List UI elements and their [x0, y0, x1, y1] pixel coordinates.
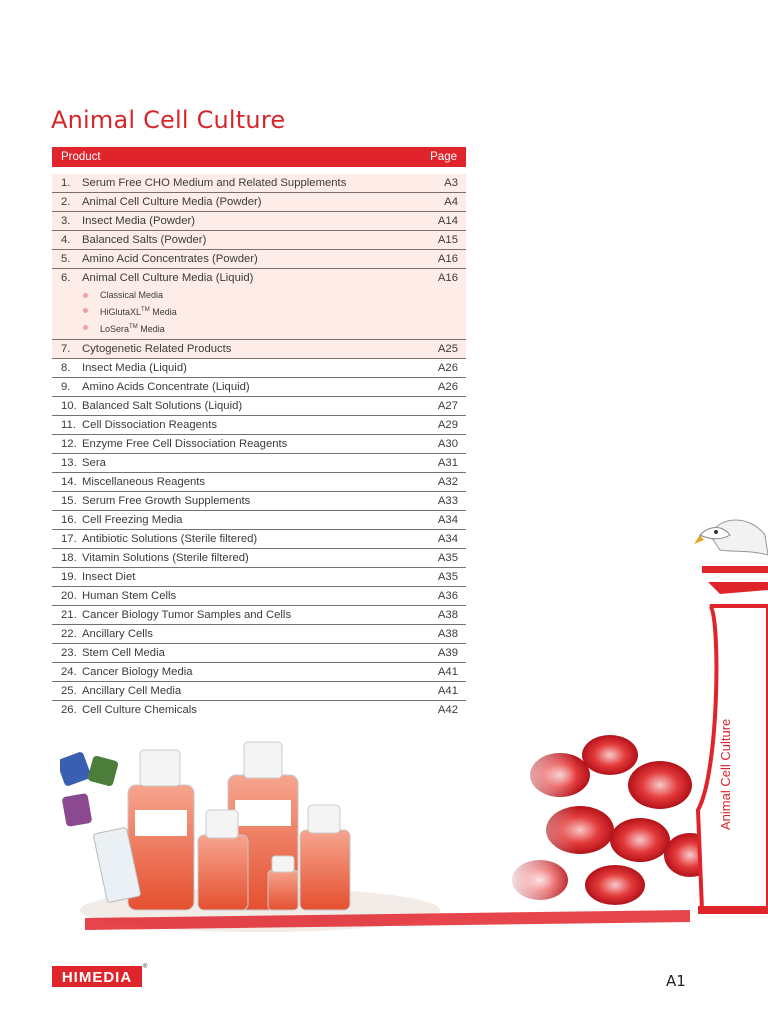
svg-text:HIMEDIA: HIMEDIA [61, 969, 133, 986]
table-body [52, 174, 466, 719]
table-row [52, 269, 466, 340]
row-number: 16. [61, 514, 77, 526]
row-number: 8. [61, 362, 71, 374]
row-number: 21. [61, 609, 77, 621]
row-page: A36 [437, 590, 458, 602]
row-page: A31 [437, 457, 458, 469]
row-label: Balanced Salt Solutions (Liquid) [82, 400, 243, 412]
row-page: A15 [437, 234, 458, 246]
table-row [52, 492, 466, 511]
row-product [61, 253, 438, 266]
row-page: A32 [437, 476, 458, 488]
table-row [52, 340, 466, 359]
row-page: A16 [437, 272, 458, 284]
row-label: Insect Media (Liquid) [82, 362, 187, 374]
table-row [52, 625, 466, 644]
row-product [61, 685, 438, 698]
row-page: A34 [437, 514, 458, 526]
row-page: A30 [437, 438, 458, 450]
row-label: Balanced Salts (Powder) [82, 234, 207, 246]
row-number: 4. [61, 234, 71, 246]
row-label: Stem Cell Media [82, 647, 165, 659]
row-product [61, 647, 438, 660]
table-row [52, 549, 466, 568]
table-row [52, 193, 466, 212]
row-number: 9. [61, 381, 71, 393]
row-product [61, 457, 438, 470]
row-product [61, 514, 438, 527]
row-page: A4 [444, 196, 458, 208]
table-header [52, 147, 466, 167]
row-page: A35 [437, 571, 458, 583]
row-number: 6. [61, 272, 71, 284]
table-row [52, 473, 466, 492]
row-number: 11. [61, 419, 76, 431]
row-page: A35 [437, 552, 458, 564]
row-label: Animal Cell Culture Media (Powder) [82, 196, 262, 208]
table-row [52, 587, 466, 606]
row-label: Amino Acids Concentrate (Liquid) [82, 381, 250, 393]
row-label: Cell Freezing Media [82, 514, 183, 526]
row-label: Insect Media (Powder) [82, 215, 196, 227]
row-number: 7. [61, 343, 71, 355]
row-product [61, 419, 438, 432]
table-row [52, 250, 466, 269]
row-product [61, 571, 438, 584]
sub-item-list [82, 288, 438, 337]
table-row [52, 530, 466, 549]
himedia-logo-mark [52, 962, 152, 992]
row-page: A38 [437, 628, 458, 640]
row-page: A3 [444, 177, 458, 189]
row-label: Ancillary Cells [82, 628, 153, 640]
sub-item: LoSera™ Media [82, 320, 438, 337]
row-product [61, 628, 438, 641]
row-number: 3. [61, 215, 71, 227]
row-label: Sera [82, 457, 106, 469]
row-label: Insect Diet [82, 571, 136, 583]
row-label: Cancer Biology Tumor Samples and Cells [82, 609, 292, 621]
row-label: Ancillary Cell Media [82, 685, 182, 697]
eagle-mascot-icon [694, 520, 768, 555]
row-page: A38 [437, 609, 458, 621]
header-product: Product [61, 151, 101, 163]
table-row [52, 701, 466, 719]
table-row [52, 416, 466, 435]
row-product [61, 438, 438, 451]
sub-item: HiGlutaXL™ Media [82, 303, 438, 320]
row-number: 20. [61, 590, 77, 602]
product-table [52, 147, 466, 719]
table-row [52, 212, 466, 231]
row-product [61, 666, 438, 679]
row-label: Enzyme Free Cell Dissociation Reagents [82, 438, 288, 450]
lab-bottles-illustration [60, 730, 450, 935]
table-row [52, 378, 466, 397]
page-title: Animal Cell Culture [51, 106, 286, 134]
table-row [52, 174, 466, 193]
table-row [52, 682, 466, 701]
svg-text:®: ® [143, 964, 148, 970]
red-blood-cells-illustration [500, 715, 720, 920]
row-page: A25 [437, 343, 458, 355]
row-page: A16 [437, 253, 458, 265]
row-product [61, 476, 438, 489]
table-row [52, 454, 466, 473]
table-row [52, 663, 466, 682]
row-page: A33 [437, 495, 458, 507]
cell-images-icon [60, 751, 119, 827]
row-label: Animal Cell Culture Media (Liquid) [82, 272, 254, 284]
table-row [52, 606, 466, 625]
row-number: 13. [61, 457, 77, 469]
row-page: A41 [437, 685, 458, 697]
row-product [61, 552, 438, 565]
row-label: Cytogenetic Related Products [82, 343, 232, 355]
table-row [52, 359, 466, 378]
row-product [61, 590, 438, 603]
row-number: 19. [61, 571, 77, 583]
table-row [52, 644, 466, 663]
row-label: Vitamin Solutions (Sterile filtered) [82, 552, 249, 564]
row-number: 23. [61, 647, 77, 659]
page-number: A1 [666, 972, 686, 990]
row-number: 24. [61, 666, 77, 678]
himedia-logo [52, 962, 152, 997]
row-product [61, 362, 438, 375]
table-row [52, 231, 466, 250]
row-number: 17. [61, 533, 77, 545]
table-row [52, 568, 466, 587]
row-product [61, 234, 438, 247]
row-label: Serum Free CHO Medium and Related Supplements [82, 177, 347, 189]
row-number: 10. [61, 400, 77, 412]
row-number: 26. [61, 704, 77, 716]
row-label: Antibiotic Solutions (Sterile filtered) [82, 533, 258, 545]
row-page: A39 [437, 647, 458, 659]
row-label: Amino Acid Concentrates (Powder) [82, 253, 258, 265]
row-page: A27 [437, 400, 458, 412]
row-page: A34 [437, 533, 458, 545]
row-number: 1. [61, 177, 71, 189]
row-page: A26 [437, 381, 458, 393]
row-number: 5. [61, 253, 71, 265]
row-product [61, 381, 438, 394]
row-product [61, 400, 438, 413]
row-label: Miscellaneous Reagents [82, 476, 206, 488]
row-product [61, 495, 438, 508]
sub-item: Classical Media [82, 288, 438, 303]
row-number: 18. [61, 552, 77, 564]
row-label: Cell Culture Chemicals [82, 704, 197, 716]
row-number: 15. [61, 495, 77, 507]
row-product [61, 177, 444, 190]
row-page: A42 [437, 704, 458, 716]
header-page: Page [430, 151, 457, 163]
table-row [52, 511, 466, 530]
row-label: Human Stem Cells [82, 590, 177, 602]
side-panel [690, 510, 768, 920]
table-row [52, 397, 466, 416]
row-label: Serum Free Growth Supplements [82, 495, 251, 507]
row-page: A14 [437, 215, 458, 227]
footer-band [85, 910, 690, 932]
table-row [52, 435, 466, 454]
side-section-label [718, 810, 733, 830]
row-product [61, 272, 438, 337]
row-product [61, 609, 438, 622]
row-label: Cancer Biology Media [82, 666, 193, 678]
row-product [61, 533, 438, 546]
row-page: A41 [437, 666, 458, 678]
row-product [61, 704, 438, 717]
row-product [61, 343, 438, 356]
row-number: 22. [61, 628, 77, 640]
row-number: 12. [61, 438, 77, 450]
row-page: A26 [437, 362, 458, 374]
row-label: Cell Dissociation Reagents [82, 419, 218, 431]
row-page: A29 [437, 419, 458, 431]
row-product [61, 196, 444, 209]
row-number: 2. [61, 196, 71, 208]
row-product [61, 215, 438, 228]
row-number: 25. [61, 685, 77, 697]
row-number: 14. [61, 476, 77, 488]
